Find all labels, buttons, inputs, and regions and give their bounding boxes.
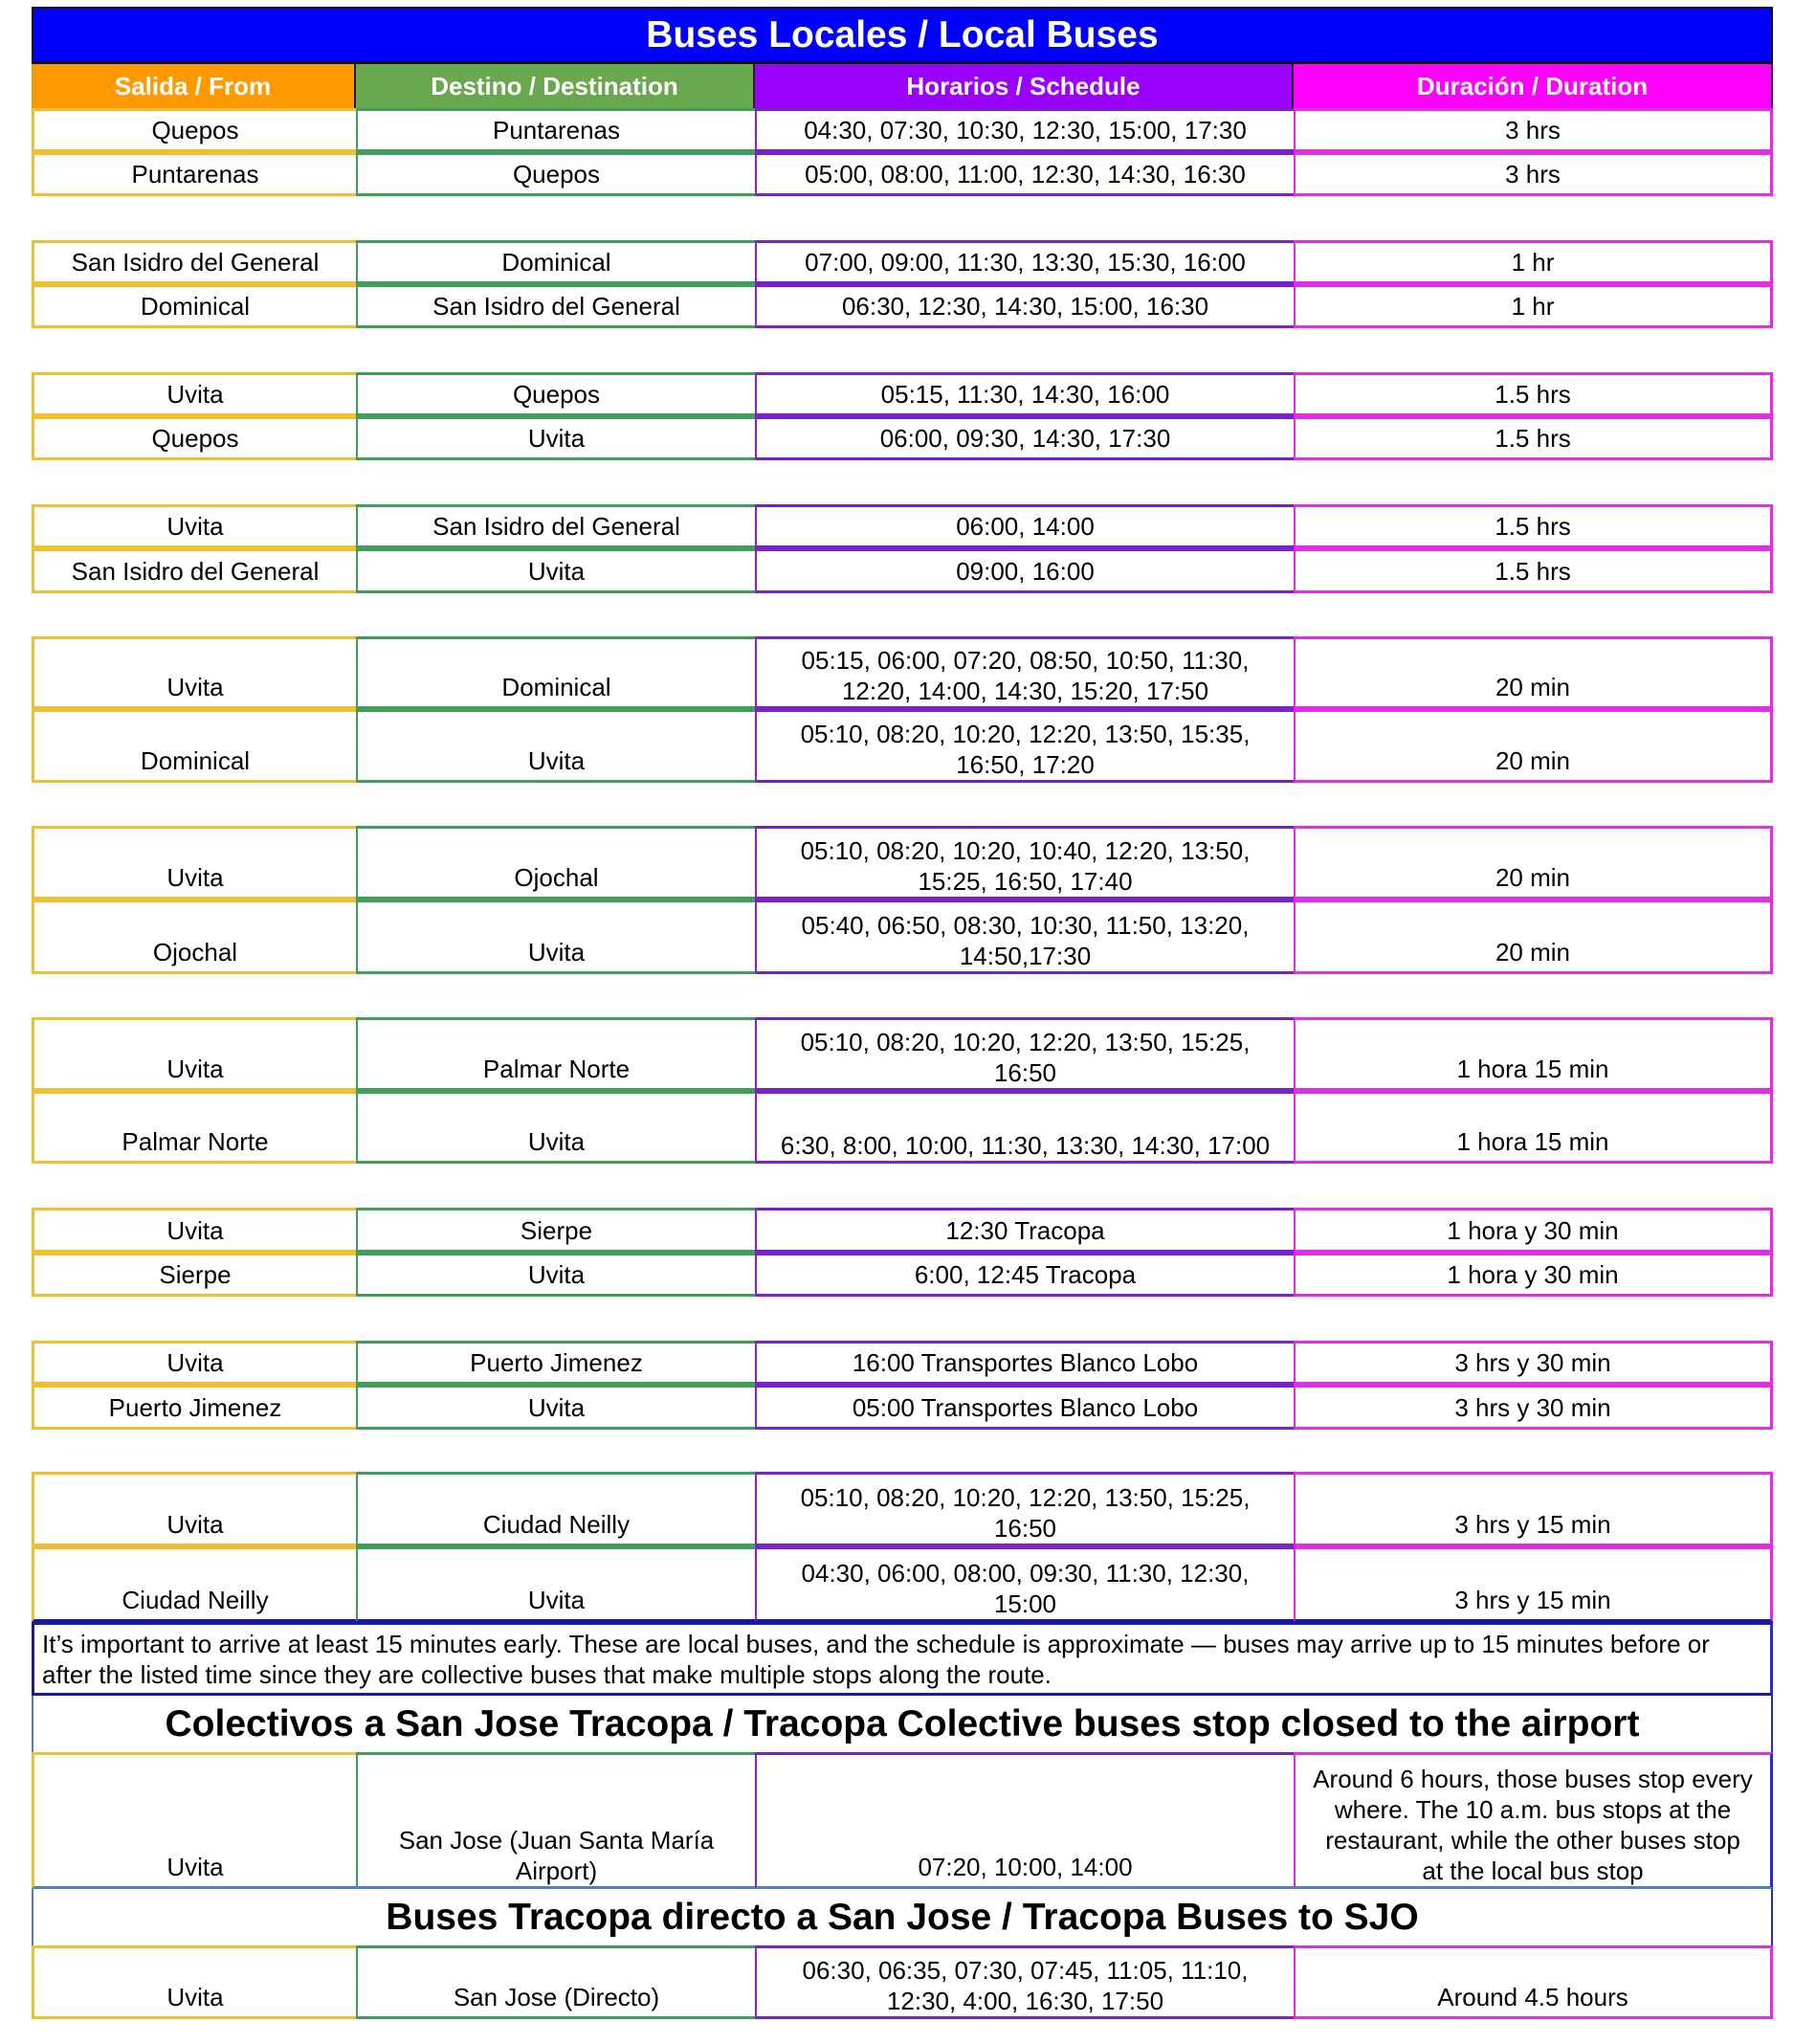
route-destination: Sierpe bbox=[356, 1208, 755, 1253]
route-destination: Puerto Jimenez bbox=[356, 1341, 755, 1385]
route-from: Quepos bbox=[32, 416, 356, 460]
route-destination: Palmar Norte bbox=[356, 1017, 755, 1091]
route-duration: 20 min bbox=[1294, 636, 1773, 709]
route-from: Uvita bbox=[32, 636, 356, 709]
route-destination: Uvita bbox=[356, 1385, 755, 1430]
route-duration: Around 6 hours, those buses stop every where. The 10 a.m. bus stops at the restaurant, while the other buses stop at the local bus stop bbox=[1294, 1752, 1773, 1889]
route-destination: Ojochal bbox=[356, 826, 755, 900]
route-duration: Around 4.5 hours bbox=[1294, 1945, 1773, 2019]
route-duration: 1 hora y 30 min bbox=[1294, 1253, 1773, 1297]
route-destination: San Isidro del General bbox=[356, 284, 755, 328]
route-schedule: 05:15, 11:30, 14:30, 16:00 bbox=[755, 372, 1294, 416]
route-schedule: 06:30, 06:35, 07:30, 07:45, 11:05, 11:10, 12:30, 4:00, 16:30, 17:50 bbox=[755, 1945, 1294, 2019]
route-destination: San Jose (Juan Santa María Airport) bbox=[356, 1752, 755, 1889]
route-schedule: 04:30, 06:00, 08:00, 09:30, 11:30, 12:30, 15:00 bbox=[755, 1546, 1294, 1622]
route-schedule: 09:00, 16:00 bbox=[755, 548, 1294, 593]
arrival-note: It’s important to arrive at least 15 minutes early. These are local buses, and the schedule is approximate — buses may arrive up to 15 minutes before or after the listed time since they are collective buses that make multiple stops along the route. bbox=[32, 1622, 1773, 1696]
route-schedule: 05:10, 08:20, 10:20, 12:20, 13:50, 15:35, 16:50, 17:20 bbox=[755, 709, 1294, 783]
route-destination: San Jose (Directo) bbox=[356, 1945, 755, 2019]
route-destination: Quepos bbox=[356, 152, 755, 196]
route-duration: 3 hrs y 15 min bbox=[1294, 1546, 1773, 1622]
route-duration: 1.5 hrs bbox=[1294, 416, 1773, 460]
route-from: Uvita bbox=[32, 1208, 356, 1253]
route-duration: 20 min bbox=[1294, 709, 1773, 783]
route-from: Dominical bbox=[32, 709, 356, 783]
route-from: Uvita bbox=[32, 826, 356, 900]
route-from: Uvita bbox=[32, 504, 356, 548]
route-from: Sierpe bbox=[32, 1253, 356, 1297]
route-schedule: 07:20, 10:00, 14:00 bbox=[755, 1752, 1294, 1889]
route-from: San Isidro del General bbox=[32, 548, 356, 593]
route-from: Puerto Jimenez bbox=[32, 1385, 356, 1430]
column-header-schedule: Horarios / Schedule bbox=[755, 64, 1294, 108]
route-from: Uvita bbox=[32, 372, 356, 416]
colectivos-section-title: Colectivos a San Jose Tracopa / Tracopa Colective buses stop closed to the airport bbox=[32, 1696, 1773, 1752]
column-header-destination: Destino / Destination bbox=[356, 64, 755, 108]
route-schedule: 05:15, 06:00, 07:20, 08:50, 10:50, 11:30, 12:20, 14:00, 14:30, 15:20, 17:50 bbox=[755, 636, 1294, 709]
route-schedule: 05:10, 08:20, 10:20, 12:20, 13:50, 15:25, 16:50 bbox=[755, 1017, 1294, 1091]
directo-section-title: Buses Tracopa directo a San Jose / Tracopa Buses to SJO bbox=[32, 1889, 1773, 1945]
route-schedule: 6:30, 8:00, 10:00, 11:30, 13:30, 14:30, 17:00 bbox=[755, 1091, 1294, 1164]
route-from: Ciudad Neilly bbox=[32, 1546, 356, 1622]
route-duration: 1.5 hrs bbox=[1294, 504, 1773, 548]
route-destination: San Isidro del General bbox=[356, 504, 755, 548]
route-destination: Uvita bbox=[356, 900, 755, 974]
page-title: Buses Locales / Local Buses bbox=[32, 7, 1773, 64]
route-schedule: 06:00, 09:30, 14:30, 17:30 bbox=[755, 416, 1294, 460]
route-destination: Dominical bbox=[356, 636, 755, 709]
route-duration: 3 hrs bbox=[1294, 152, 1773, 196]
route-from: Uvita bbox=[32, 1472, 356, 1546]
route-duration: 3 hrs y 30 min bbox=[1294, 1385, 1773, 1430]
route-schedule: 6:00, 12:45 Tracopa bbox=[755, 1253, 1294, 1297]
route-duration: 20 min bbox=[1294, 826, 1773, 900]
route-schedule: 05:40, 06:50, 08:30, 10:30, 11:50, 13:20, 14:50,17:30 bbox=[755, 900, 1294, 974]
route-schedule: 05:00, 08:00, 11:00, 12:30, 14:30, 16:30 bbox=[755, 152, 1294, 196]
route-duration: 1 hora 15 min bbox=[1294, 1091, 1773, 1164]
route-from: Dominical bbox=[32, 284, 356, 328]
route-duration: 3 hrs y 15 min bbox=[1294, 1472, 1773, 1546]
route-duration: 1 hr bbox=[1294, 240, 1773, 284]
route-from: Uvita bbox=[32, 1341, 356, 1385]
route-from: San Isidro del General bbox=[32, 240, 356, 284]
route-schedule: 05:10, 08:20, 10:20, 10:40, 12:20, 13:50, 15:25, 16:50, 17:40 bbox=[755, 826, 1294, 900]
route-from: Quepos bbox=[32, 108, 356, 152]
route-schedule: 04:30, 07:30, 10:30, 12:30, 15:00, 17:30 bbox=[755, 108, 1294, 152]
route-destination: Quepos bbox=[356, 372, 755, 416]
route-destination: Uvita bbox=[356, 548, 755, 593]
route-duration: 3 hrs y 30 min bbox=[1294, 1341, 1773, 1385]
route-destination: Puntarenas bbox=[356, 108, 755, 152]
route-from: Puntarenas bbox=[32, 152, 356, 196]
route-duration: 20 min bbox=[1294, 900, 1773, 974]
route-from: Palmar Norte bbox=[32, 1091, 356, 1164]
route-destination: Uvita bbox=[356, 1546, 755, 1622]
route-schedule: 12:30 Tracopa bbox=[755, 1208, 1294, 1253]
route-destination: Uvita bbox=[356, 1253, 755, 1297]
route-schedule: 06:00, 14:00 bbox=[755, 504, 1294, 548]
route-destination: Uvita bbox=[356, 416, 755, 460]
route-destination: Ciudad Neilly bbox=[356, 1472, 755, 1546]
route-duration: 3 hrs bbox=[1294, 108, 1773, 152]
route-duration: 1.5 hrs bbox=[1294, 372, 1773, 416]
route-destination: Uvita bbox=[356, 709, 755, 783]
route-duration: 1 hora 15 min bbox=[1294, 1017, 1773, 1091]
column-header-from: Salida / From bbox=[32, 64, 356, 108]
route-duration: 1.5 hrs bbox=[1294, 548, 1773, 593]
route-from: Uvita bbox=[32, 1017, 356, 1091]
route-schedule: 06:30, 12:30, 14:30, 15:00, 16:30 bbox=[755, 284, 1294, 328]
route-from: Uvita bbox=[32, 1945, 356, 2019]
route-schedule: 05:00 Transportes Blanco Lobo bbox=[755, 1385, 1294, 1430]
route-destination: Uvita bbox=[356, 1091, 755, 1164]
route-duration: 1 hr bbox=[1294, 284, 1773, 328]
column-header-duration: Duración / Duration bbox=[1294, 64, 1773, 108]
route-duration: 1 hora y 30 min bbox=[1294, 1208, 1773, 1253]
route-schedule: 05:10, 08:20, 10:20, 12:20, 13:50, 15:25, 16:50 bbox=[755, 1472, 1294, 1546]
route-schedule: 07:00, 09:00, 11:30, 13:30, 15:30, 16:00 bbox=[755, 240, 1294, 284]
route-from: Uvita bbox=[32, 1752, 356, 1889]
route-schedule: 16:00 Transportes Blanco Lobo bbox=[755, 1341, 1294, 1385]
route-destination: Dominical bbox=[356, 240, 755, 284]
route-from: Ojochal bbox=[32, 900, 356, 974]
